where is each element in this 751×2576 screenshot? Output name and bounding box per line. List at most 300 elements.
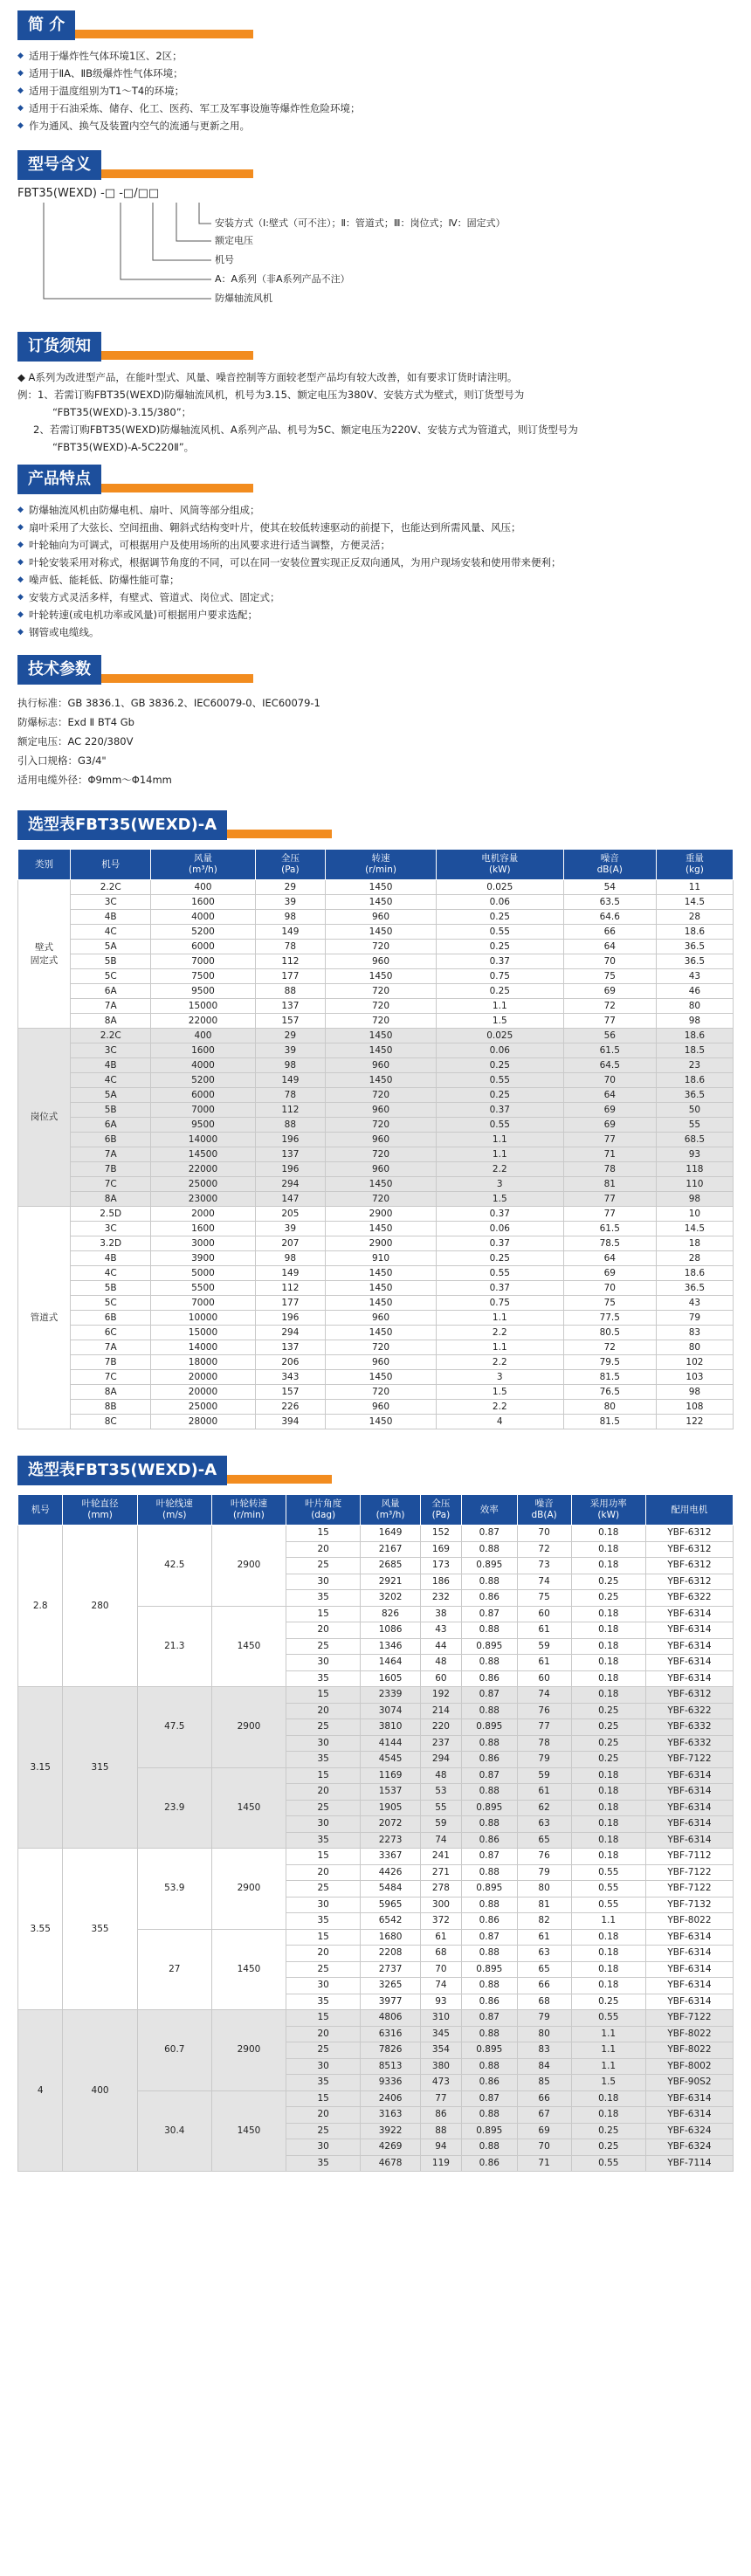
table-cell: 0.88 xyxy=(462,1655,518,1671)
table-cell: 0.25 xyxy=(571,1735,645,1752)
table-cell: 7C xyxy=(71,1370,151,1385)
table-row xyxy=(18,1147,734,1162)
table-cell: 80 xyxy=(656,999,733,1014)
table-cell: 177 xyxy=(255,1296,326,1311)
table-cell: 20 xyxy=(286,1784,361,1801)
table-cell: YBF-6312 xyxy=(645,1526,733,1542)
table-cell: 0.18 xyxy=(571,1816,645,1833)
table-cell: 15 xyxy=(286,1849,361,1865)
table-cell: 122 xyxy=(656,1415,733,1429)
order-line: “FBT35(WEXD)-A-5C220Ⅱ”。 xyxy=(52,441,195,453)
table-cell: 7A xyxy=(71,1147,151,1162)
table-cell: 64 xyxy=(563,1088,656,1103)
table-cell: 15 xyxy=(286,1526,361,1542)
table-cell: 75 xyxy=(517,1590,571,1607)
table-cell: 2273 xyxy=(361,1832,421,1849)
table-cell: 35 xyxy=(286,1670,361,1687)
table-cell: 2167 xyxy=(361,1541,421,1558)
table-cell: YBF-6322 xyxy=(645,1703,733,1719)
table-cell: 0.55 xyxy=(571,2010,645,2027)
linear-speed-cell: 42.5 xyxy=(137,1526,211,1607)
table-cell: YBF-6314 xyxy=(645,1784,733,1801)
table-cell: 86 xyxy=(420,2107,461,2124)
table-cell: 0.18 xyxy=(571,1622,645,1639)
table-row xyxy=(18,1326,734,1340)
table-cell: YBF-6314 xyxy=(645,1816,733,1833)
table-cell: 84 xyxy=(517,2058,571,2075)
table-cell: 62 xyxy=(517,1800,571,1816)
table-cell: 0.06 xyxy=(436,895,563,910)
order-notes xyxy=(17,368,734,456)
table-cell: 61 xyxy=(517,1655,571,1671)
table-cell: 207 xyxy=(255,1236,326,1251)
table-cell: 720 xyxy=(326,1192,437,1207)
table-cell: 98 xyxy=(656,1385,733,1400)
table-cell: 70 xyxy=(563,1281,656,1296)
feature-item: ◆ 叶轮安装采用对称式，根据调节角度的不同，可以在同一安装位置实现正反双向通风，为用户现场安装和使用带来便利； xyxy=(17,554,734,571)
table-cell: YBF-6314 xyxy=(645,1655,733,1671)
table-cell: 400 xyxy=(151,1029,255,1043)
table-cell: 0.18 xyxy=(571,1655,645,1671)
table-cell: YBF-8022 xyxy=(645,1913,733,1930)
table-cell: 74 xyxy=(420,1832,461,1849)
table-cell: 6A xyxy=(71,1118,151,1133)
table-cell: 0.87 xyxy=(462,1687,518,1704)
table-cell: 2.2 xyxy=(436,1326,563,1340)
model-fan-line: 防爆轴流风机 xyxy=(215,293,272,304)
table-cell: 66 xyxy=(563,925,656,940)
linear-speed-cell: 47.5 xyxy=(137,1687,211,1768)
table-cell: 69 xyxy=(517,2123,571,2139)
table-cell: 0.18 xyxy=(571,1558,645,1574)
table-cell: 0.37 xyxy=(436,1207,563,1222)
table-cell: 6B xyxy=(71,1311,151,1326)
order-title: 订货须知 xyxy=(17,332,101,362)
table-cell: 1600 xyxy=(151,1222,255,1236)
table-cell: 0.25 xyxy=(571,1994,645,2010)
table-cell: 1.1 xyxy=(571,2042,645,2059)
table-cell: 4545 xyxy=(361,1752,421,1768)
table-row xyxy=(18,1118,734,1133)
table-cell: 3900 xyxy=(151,1251,255,1266)
table-cell: 15 xyxy=(286,1767,361,1784)
table-row xyxy=(18,880,734,895)
table-cell: YBF-6314 xyxy=(645,1978,733,1994)
table-cell: 76 xyxy=(517,1703,571,1719)
table-row xyxy=(18,1014,734,1029)
table-cell: 30 xyxy=(286,1897,361,1913)
table-cell: 69 xyxy=(563,1118,656,1133)
column-header: 风量 (m³/h) xyxy=(151,850,255,880)
table-cell: 3 xyxy=(436,1370,563,1385)
table-cell: 15 xyxy=(286,1687,361,1704)
table-cell: 18.5 xyxy=(656,1043,733,1058)
table-cell: 1.1 xyxy=(436,1340,563,1355)
column-header: 噪音 dB(A) xyxy=(563,850,656,880)
table-cell: 18.6 xyxy=(656,1266,733,1281)
intro-title: 简 介 xyxy=(17,10,75,40)
column-header: 效率 xyxy=(462,1495,518,1526)
table-cell: 78 xyxy=(517,1735,571,1752)
table-cell: 73 xyxy=(517,1558,571,1574)
table-row xyxy=(18,1526,734,1542)
table-row xyxy=(18,1687,734,1704)
table-cell: 0.55 xyxy=(571,1881,645,1898)
rotate-speed-cell: 1450 xyxy=(211,2090,286,2172)
table-cell: 1537 xyxy=(361,1784,421,1801)
table-cell: 0.55 xyxy=(571,1897,645,1913)
model-code: FBT35(WEXD) -□ -□/□□ xyxy=(17,187,160,200)
table-cell: 82 xyxy=(517,1913,571,1930)
table-cell: 4269 xyxy=(361,2139,421,2156)
table-cell: 66 xyxy=(517,1978,571,1994)
table-cell: 77 xyxy=(420,2090,461,2107)
table-cell: 0.88 xyxy=(462,1784,518,1801)
category-cell: 管道式 xyxy=(18,1207,71,1429)
rotate-speed-cell: 2900 xyxy=(211,1849,286,1930)
table-cell: 70 xyxy=(420,1961,461,1978)
table-cell: 0.25 xyxy=(436,1251,563,1266)
table-cell: YBF-7122 xyxy=(645,1864,733,1881)
table-cell: 112 xyxy=(255,954,326,969)
table-cell: 70 xyxy=(563,1073,656,1088)
table-cell: 83 xyxy=(656,1326,733,1340)
table-row xyxy=(18,1415,734,1429)
table-cell: 0.18 xyxy=(571,1541,645,1558)
table-cell: 960 xyxy=(326,954,437,969)
table-cell: 55 xyxy=(420,1800,461,1816)
table-cell: 61 xyxy=(517,1784,571,1801)
table-cell: 35 xyxy=(286,1752,361,1768)
table-cell: 18.6 xyxy=(656,1073,733,1088)
table-cell: 18000 xyxy=(151,1355,255,1370)
table-cell: 35 xyxy=(286,2155,361,2172)
table-cell: 0.18 xyxy=(571,1800,645,1816)
table-cell: 30 xyxy=(286,2139,361,2156)
table-cell: YBF-6312 xyxy=(645,1541,733,1558)
selection-table-1 xyxy=(17,849,734,1429)
table-cell: 0.55 xyxy=(436,1073,563,1088)
table-cell: 20 xyxy=(286,1541,361,1558)
column-header: 叶轮直径 (mm) xyxy=(63,1495,137,1526)
table-cell: 960 xyxy=(326,1162,437,1177)
table-cell: 0.18 xyxy=(571,1946,645,1962)
table-cell: 0.88 xyxy=(462,1735,518,1752)
table-cell: 1.5 xyxy=(436,1192,563,1207)
table-row xyxy=(18,1088,734,1103)
table-cell: 1450 xyxy=(326,1281,437,1296)
table-cell: YBF-6314 xyxy=(645,1994,733,2010)
table-cell: 1450 xyxy=(326,1415,437,1429)
table-row xyxy=(18,954,734,969)
table-cell: 137 xyxy=(255,999,326,1014)
table-cell: 22000 xyxy=(151,1014,255,1029)
table-row xyxy=(18,925,734,940)
table-cell: 22000 xyxy=(151,1162,255,1177)
table-cell: 173 xyxy=(420,1558,461,1574)
feature-item: ◆ 扇叶采用了大弦长、空间扭曲、翱斜式结构变叶片，使其在较低转速驱动的前提下，也能达到所需风量、风压； xyxy=(17,519,734,536)
table-cell: 0.55 xyxy=(436,925,563,940)
table-cell: YBF-8022 xyxy=(645,2042,733,2059)
table-cell: 0.18 xyxy=(571,1832,645,1849)
table-cell: 3163 xyxy=(361,2107,421,2124)
order-line: 例：1、若需订购FBT35(WEXD)防爆轴流风机，机号为3.15、额定电压为380V、安装方式为壁式，则订货型号为 xyxy=(17,389,525,401)
table-cell: 77 xyxy=(563,1133,656,1147)
table-cell: 36.5 xyxy=(656,1088,733,1103)
table-cell: 149 xyxy=(255,925,326,940)
table-cell: 960 xyxy=(326,1311,437,1326)
table-row xyxy=(18,1370,734,1385)
table-cell: 4426 xyxy=(361,1864,421,1881)
table-cell: 6000 xyxy=(151,1088,255,1103)
table-cell: 3000 xyxy=(151,1236,255,1251)
table-cell: 8C xyxy=(71,1415,151,1429)
table-cell: 79.5 xyxy=(563,1355,656,1370)
table-cell: 394 xyxy=(255,1415,326,1429)
table-cell: 25 xyxy=(286,1719,361,1736)
table-cell: 1450 xyxy=(326,1029,437,1043)
table-cell: 1680 xyxy=(361,1929,421,1946)
model-title: 型号含义 xyxy=(17,150,101,180)
column-header: 转速 (r/min) xyxy=(326,850,437,880)
table-cell: 118 xyxy=(656,1162,733,1177)
table-cell: 4C xyxy=(71,925,151,940)
table-cell: 5A xyxy=(71,1088,151,1103)
table-cell: 66 xyxy=(517,2090,571,2107)
table-cell: 196 xyxy=(255,1162,326,1177)
table-cell: 77 xyxy=(563,1192,656,1207)
table-cell: 15000 xyxy=(151,1326,255,1340)
intro-item: ◆ 适用于石油采炼、储存、化工、医药、军工及军事设施等爆炸性危险环境； xyxy=(17,100,734,117)
table-cell: 4B xyxy=(71,1251,151,1266)
table-cell: 20 xyxy=(286,2107,361,2124)
table-cell: 0.86 xyxy=(462,1590,518,1607)
table-row xyxy=(18,1296,734,1311)
order-line: ◆ A系列为改进型产品，在能叶型式、风量、噪音控制等方面较老型产品均有较大改善，如有要求订货时请注明。 xyxy=(17,371,518,383)
table-cell: 20 xyxy=(286,2026,361,2042)
table-cell: 1.1 xyxy=(571,1913,645,1930)
table-cell: 1.5 xyxy=(436,1385,563,1400)
table-cell: 6542 xyxy=(361,1913,421,1930)
table-cell: 7826 xyxy=(361,2042,421,2059)
table-cell: 7B xyxy=(71,1162,151,1177)
table-cell: 110 xyxy=(656,1177,733,1192)
table-cell: 0.86 xyxy=(462,2075,518,2091)
table-cell: 214 xyxy=(420,1703,461,1719)
table-cell: 2339 xyxy=(361,1687,421,1704)
table-cell: 80 xyxy=(656,1340,733,1355)
table-cell: 5C xyxy=(71,1296,151,1311)
table2-title: 选型表FBT35(WEXD)-A xyxy=(17,1456,227,1485)
table-cell: 71 xyxy=(563,1147,656,1162)
table-cell: 98 xyxy=(656,1014,733,1029)
table-cell: 7000 xyxy=(151,954,255,969)
table-cell: 39 xyxy=(255,1043,326,1058)
table-cell: YBF-7122 xyxy=(645,2010,733,2027)
table-cell: 0.18 xyxy=(571,1606,645,1622)
table-cell: 35 xyxy=(286,2075,361,2091)
table-cell: 1.1 xyxy=(571,2058,645,2075)
table-cell: 1450 xyxy=(326,880,437,895)
table-cell: 0.25 xyxy=(571,1590,645,1607)
table-cell: YBF-6324 xyxy=(645,2123,733,2139)
table-cell: 0.87 xyxy=(462,1929,518,1946)
table-cell: 0.88 xyxy=(462,1978,518,1994)
table-cell: 2.2 xyxy=(436,1400,563,1415)
column-header: 采用功率 (kW) xyxy=(571,1495,645,1526)
model-header xyxy=(17,150,734,180)
table-cell: 88 xyxy=(255,984,326,999)
table-cell: 2.2 xyxy=(436,1162,563,1177)
table-cell: 25 xyxy=(286,1961,361,1978)
table-cell: 5B xyxy=(71,1103,151,1118)
table-cell: 0.025 xyxy=(436,880,563,895)
category-cell: 壁式 固定式 xyxy=(18,880,71,1029)
table-cell: 50 xyxy=(656,1103,733,1118)
table-cell: 11 xyxy=(656,880,733,895)
table-row xyxy=(18,1311,734,1326)
table-cell: 30 xyxy=(286,1574,361,1590)
table-cell: 29 xyxy=(255,880,326,895)
rotate-speed-cell: 2900 xyxy=(211,2010,286,2091)
table-cell: 48 xyxy=(420,1655,461,1671)
column-header: 叶片角度 (dag) xyxy=(286,1495,361,1526)
table-cell: 15 xyxy=(286,1929,361,1946)
table-cell: 2406 xyxy=(361,2090,421,2107)
table-cell: 0.88 xyxy=(462,2058,518,2075)
column-header: 机号 xyxy=(18,1495,63,1526)
table-cell: 75 xyxy=(563,1296,656,1311)
table-cell: 93 xyxy=(420,1994,461,2010)
table-row xyxy=(18,1162,734,1177)
table-cell: 61.5 xyxy=(563,1043,656,1058)
table-cell: 7A xyxy=(71,1340,151,1355)
table-cell: 77.5 xyxy=(563,1311,656,1326)
table-cell: 720 xyxy=(326,1385,437,1400)
table-row xyxy=(18,895,734,910)
table-cell: 1600 xyxy=(151,895,255,910)
table-cell: 103 xyxy=(656,1370,733,1385)
table-cell: 80 xyxy=(563,1400,656,1415)
table-cell: 226 xyxy=(255,1400,326,1415)
table-cell: 1450 xyxy=(326,1296,437,1311)
table-cell: 0.75 xyxy=(436,1296,563,1311)
table-cell: YBF-6324 xyxy=(645,2139,733,2156)
table-cell: YBF-7132 xyxy=(645,1897,733,1913)
table-header-row xyxy=(18,850,734,880)
table-cell: 6000 xyxy=(151,940,255,954)
table-cell: 15 xyxy=(286,2010,361,2027)
table-cell: 25000 xyxy=(151,1177,255,1192)
table-cell: 0.18 xyxy=(571,1767,645,1784)
table-cell: 119 xyxy=(420,2155,461,2172)
table-cell: 177 xyxy=(255,969,326,984)
machine-no-cell: 3.55 xyxy=(18,1849,63,2010)
table-cell: 1450 xyxy=(326,925,437,940)
table-cell: 69 xyxy=(563,1103,656,1118)
intro-header xyxy=(17,10,734,40)
table-cell: 71 xyxy=(517,2155,571,2172)
table-cell: 196 xyxy=(255,1133,326,1147)
table-cell: 4000 xyxy=(151,1058,255,1073)
table-cell: 79 xyxy=(517,1752,571,1768)
table-cell: 0.86 xyxy=(462,1994,518,2010)
table-cell: YBF-6314 xyxy=(645,1946,733,1962)
rotate-speed-cell: 2900 xyxy=(211,1526,286,1607)
column-header: 配用电机 xyxy=(645,1495,733,1526)
table-cell: 720 xyxy=(326,1088,437,1103)
category-cell: 岗位式 xyxy=(18,1029,71,1207)
table-cell: 68 xyxy=(517,1994,571,2010)
table-cell: 3C xyxy=(71,895,151,910)
table-cell: 0.25 xyxy=(571,1752,645,1768)
table-cell: 7500 xyxy=(151,969,255,984)
table-cell: 43 xyxy=(656,1296,733,1311)
table-cell: 88 xyxy=(255,1118,326,1133)
table-cell: 157 xyxy=(255,1014,326,1029)
table-cell: 2685 xyxy=(361,1558,421,1574)
table-cell: 720 xyxy=(326,1147,437,1162)
feature-item: ◆ 叶轮轴向为可调式，可根据用户及使用场所的出风要求进行适当调整，方便灵活； xyxy=(17,536,734,554)
table-cell: YBF-6314 xyxy=(645,1961,733,1978)
table-cell: 205 xyxy=(255,1207,326,1222)
table-cell: YBF-6314 xyxy=(645,1606,733,1622)
table-cell: YBF-6332 xyxy=(645,1719,733,1736)
table-cell: 1450 xyxy=(326,1266,437,1281)
table-cell: 1905 xyxy=(361,1800,421,1816)
table-cell: 137 xyxy=(255,1340,326,1355)
model-connector-lines xyxy=(17,187,367,318)
table-cell: 78 xyxy=(255,1088,326,1103)
table-cell: 343 xyxy=(255,1370,326,1385)
table-cell: 30 xyxy=(286,1655,361,1671)
table-cell: 93 xyxy=(656,1147,733,1162)
table-cell: 48 xyxy=(420,1767,461,1784)
intro-item: ◆ 作为通风、换气及装置内空气的流通与更新之用。 xyxy=(17,117,734,134)
table-cell: 77 xyxy=(563,1207,656,1222)
table-cell: 278 xyxy=(420,1881,461,1898)
column-header: 噪音 dB(A) xyxy=(517,1495,571,1526)
table-row xyxy=(18,1251,734,1266)
table-cell: 4 xyxy=(436,1415,563,1429)
table-cell: 1600 xyxy=(151,1043,255,1058)
table-cell: 0.87 xyxy=(462,1849,518,1865)
order-line: 2、若需订购FBT35(WEXD)防爆轴流风机、A系列产品、机号为5C、额定电压为220V、安装方式为管道式，则订货型号为 xyxy=(33,424,578,436)
table-cell: 0.88 xyxy=(462,2139,518,2156)
machine-no-cell: 4 xyxy=(18,2010,63,2172)
spec-list xyxy=(17,693,734,789)
table-cell: YBF-6312 xyxy=(645,1558,733,1574)
table-cell: 2737 xyxy=(361,1961,421,1978)
table-row xyxy=(18,1177,734,1192)
table-cell: 0.55 xyxy=(436,1266,563,1281)
table-cell: 149 xyxy=(255,1073,326,1088)
table-cell: 39 xyxy=(255,1222,326,1236)
table-cell: 46 xyxy=(656,984,733,999)
table-cell: 0.25 xyxy=(436,940,563,954)
table-cell: 63 xyxy=(517,1816,571,1833)
table-cell: 2900 xyxy=(326,1207,437,1222)
table-cell: 102 xyxy=(656,1355,733,1370)
table-row xyxy=(18,1222,734,1236)
table-cell: 0.18 xyxy=(571,2107,645,2124)
table-cell: 0.06 xyxy=(436,1043,563,1058)
table-cell: 400 xyxy=(151,880,255,895)
table-cell: 1.5 xyxy=(436,1014,563,1029)
table-cell: 3 xyxy=(436,1177,563,1192)
table-cell: 9336 xyxy=(361,2075,421,2091)
table-cell: 64.6 xyxy=(563,910,656,925)
